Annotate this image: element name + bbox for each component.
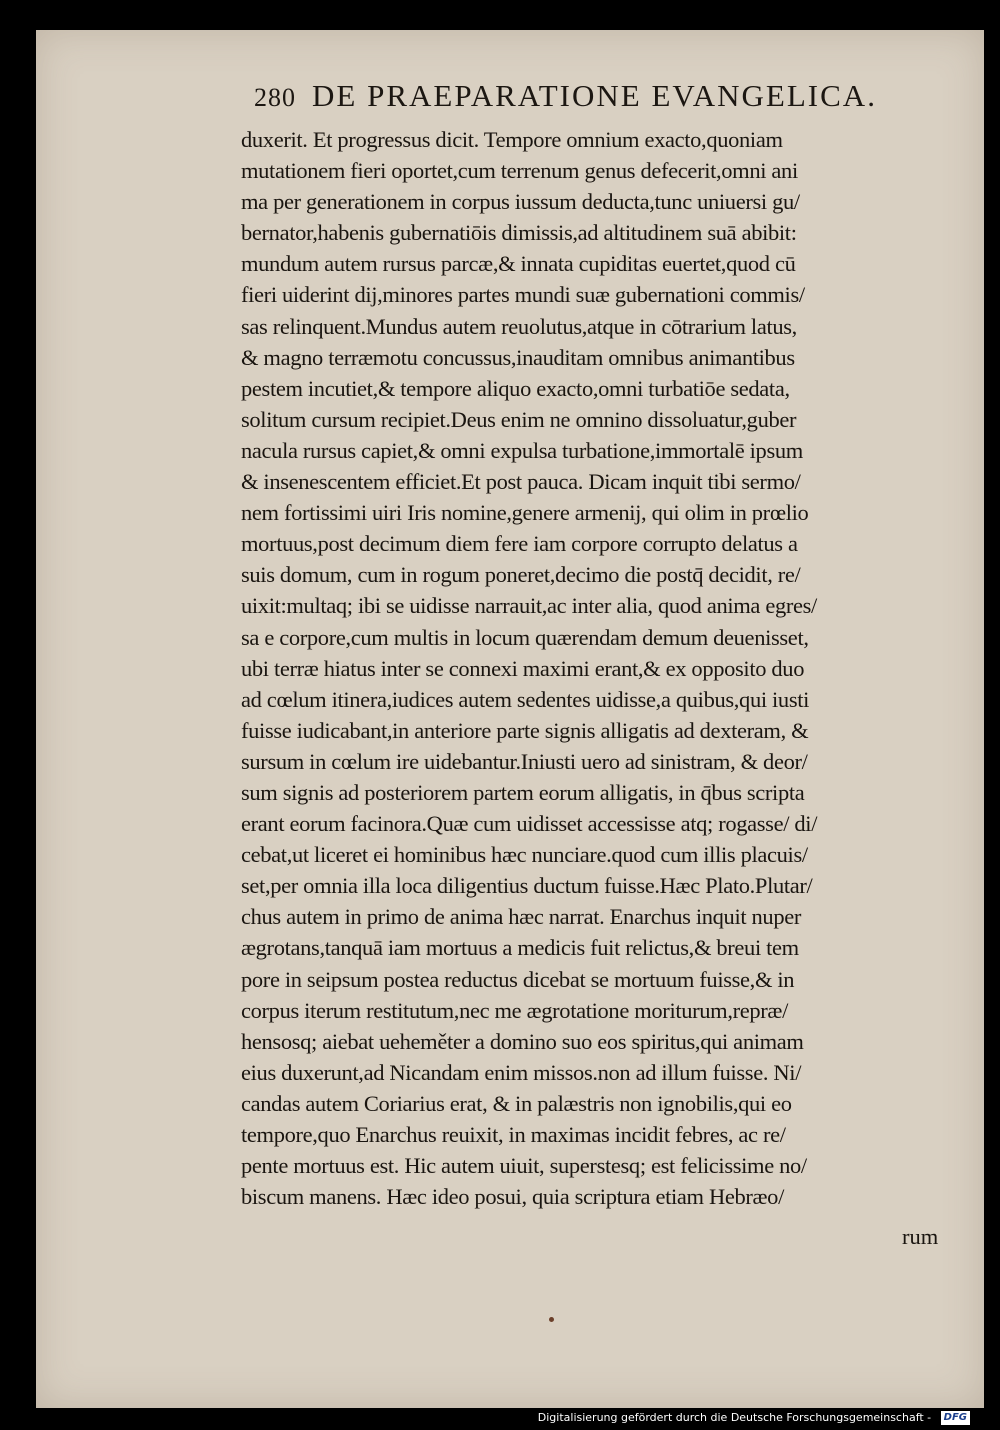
text-line: tempore,quo Enarchus reuixit, in maximas incidit febres, ac re/	[241, 1122, 786, 1147]
text-line: & insenescentem efficiet.Et post pauca. Dicam inquit tibi sermo/	[241, 469, 801, 495]
text-line: sa e corpore,cum multis in locum quærendam demum deuenisset,	[241, 624, 809, 650]
text-line: mutationem fieri oportet,cum terrenum genus defecerit,omni ani	[241, 158, 798, 184]
text-line: ad cœlum itinera,iudices autem sedentes uidisse,a quibus,qui iusti	[241, 686, 810, 712]
text-line: ma per generationem in corpus iussum deducta,tunc uniuersi gu/	[241, 189, 800, 215]
text-line: nem fortissimi uiri Iris nomine,genere armenij, qui olim in prœlio	[241, 500, 809, 526]
text-line: bernator,habenis gubernatiōis dimissis,ad altitudinem suā abibit:	[241, 220, 797, 246]
attribution-text: Digitalisierung gefördert durch die Deutsche Forschungsgemeinschaft -	[537, 1411, 932, 1424]
text-line: sum signis ad posteriorem partem eorum alligatis, in q̄bus scripta	[241, 779, 805, 805]
ink-dot-mark	[549, 1317, 554, 1322]
text-line: & magno terræmotu concussus,inauditam omnibus animantibus	[241, 344, 795, 370]
running-head	[254, 78, 954, 118]
text-line: biscum manens. Hæc ideo posui, quia scriptura etiam Hebræo/	[241, 1184, 784, 1210]
text-line: duxerit. Et progressus dicit. Tempore omnium exacto,quoniam	[241, 127, 783, 152]
text-line: chus autem in primo de anima hæc narrat. Enarchus inquit nuper	[241, 904, 802, 930]
digitization-attribution	[538, 1408, 970, 1428]
text-line: ægrotans,tanquā iam mortuus a medicis fuit relictus,& breui tem	[241, 935, 799, 961]
text-line: erant eorum facinora.Quæ cum uidisset accessisse atq; rogasse/ di/	[241, 811, 818, 837]
text-line: uixit:multaq; ibi se uidisse narrauit,ac inter alia, quod anima egres/	[241, 593, 817, 619]
text-line: sas relinquent.Mundus autem reuolutus,atque in cōtrarium latus,	[241, 313, 797, 339]
book-page	[36, 30, 984, 1408]
body-text	[241, 124, 961, 1212]
text-line: corpus iterum restitutum,nec me ægrotatione moriturum,repræ/	[241, 997, 788, 1023]
catchword: rum	[902, 1224, 939, 1249]
text-line: mortuus,post decimum diem fere iam corpore corrupto delatus a	[241, 531, 798, 557]
dfg-logo: DFG	[941, 1411, 970, 1425]
text-line: solitum cursum recipiet.Deus enim ne omnino dissoluatur,guber	[241, 406, 797, 432]
text-line: nacula rursus capiet,& omni expulsa turbatione,immortalē ipsum	[241, 437, 803, 463]
text-line: pente mortuus est. Hic autem uiuit, superstesq; est felicissime no/	[241, 1153, 807, 1179]
text-line: ubi terræ hiatus inter se connexi maximi erant,& ex opposito duo	[241, 655, 805, 681]
text-line: fuisse iudicabant,in anteriore parte signis alligatis ad dexteram, &	[241, 717, 809, 743]
page-number: 280	[254, 83, 296, 112]
text-line: cebat,ut liceret ei hominibus hæc nunciare.quod cum illis placuis/	[241, 842, 808, 868]
text-line: fieri uiderint dij,minores partes mundi suæ gubernationi commis/	[241, 282, 805, 308]
running-title: DE PRAEPARATIONE EVANGELICA.	[312, 78, 877, 113]
text-line: set,per omnia illa loca diligentius ductum fuisse.Hæc Plato.Plutar/	[241, 873, 813, 899]
text-line: pestem incutiet,& tempore aliquo exacto,omni turbatiōe sedata,	[241, 375, 790, 401]
text-line: mundum autem rursus parcæ,& innata cupiditas euertet,quod cū	[241, 251, 796, 277]
text-line: pore in seipsum postea reductus dicebat se mortuum fuisse,& in	[241, 966, 795, 992]
text-line: hensosq; aiebat ueheměter a domino suo eos spiritus,qui animam	[241, 1028, 804, 1054]
text-line: suis domum, cum in rogum poneret,decimo die postq̄ decidit, re/	[241, 562, 801, 588]
text-line: sursum in cœlum ire uidebantur.Iniusti uero ad sinistram, & deor/	[241, 748, 808, 774]
text-line: candas autem Coriarius erat, & in palæstris non ignobilis,qui eo	[241, 1090, 792, 1116]
text-line: eius duxerunt,ad Nicandam enim missos.non ad illum fuisse. Ni/	[241, 1059, 802, 1085]
